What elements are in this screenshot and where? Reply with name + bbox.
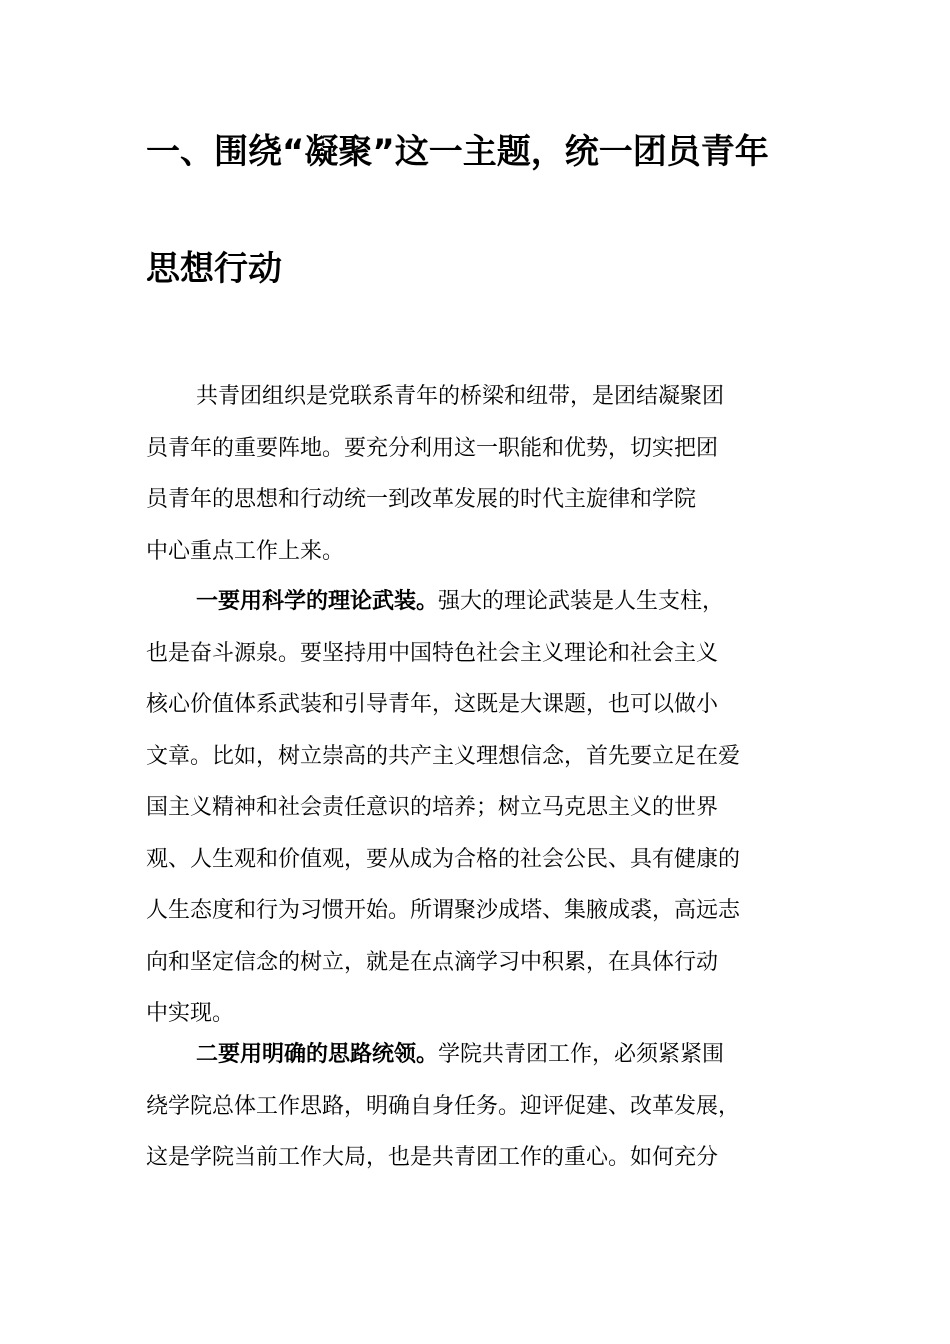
paragraph-guidance [146,1029,826,1184]
paragraph-lead: 一要用科学的理论武装。 [196,589,439,614]
paragraph-first-line [146,576,826,628]
paragraph-theory [146,576,826,1040]
paragraph-first-line [146,1029,826,1081]
paragraph-line: 绕学院总体工作思路，明确自身任务。迎评促建、改革发展， [146,1093,741,1119]
paragraph-line: 核心价值体系武装和引导青年，这既是大课题，也可以做小 [146,692,719,717]
paragraph-line: 中实现。 [146,1001,235,1026]
paragraph-line-text: 学院共青团工作，必须紧紧围 [438,1042,725,1067]
paragraph-line: 文章。比如，树立崇高的共产主义理想信念，首先要立足在爱 [146,743,741,769]
paragraph-line: 国主义精神和社会责任意识的培养；树立马克思主义的世界 [146,795,719,820]
paragraph-line: 中心重点工作上来。 [146,538,345,564]
section-heading-line-1: 一、围绕“凝聚”这一主题，统一团员青年 [146,132,769,172]
paragraph-line: 员青年的思想和行动统一到改革发展的时代主旋律和学院 [146,487,697,512]
paragraph-line: 观、人生观和价值观，要从成为合格的社会公民、具有健康的 [146,846,741,872]
paragraph-line-text: 强大的理论武装是人生支柱， [438,589,725,614]
paragraph-line: 这是学院当前工作大局，也是共青团工作的重心。如何充分 [146,1145,719,1170]
paragraph-intro [146,371,826,577]
paragraph-line: 也是奋斗源泉。要坚持用中国特色社会主义理论和社会主义 [146,640,719,666]
section-heading-line-2: 思想行动 [146,249,282,289]
paragraph-line: 人生态度和行为习惯开始。所谓聚沙成塔、集腋成裘，高远志 [146,898,741,923]
paragraph-line: 向和坚定信念的树立，就是在点滴学习中积累，在具体行动 [146,949,719,975]
paragraph-lead: 二要用明确的思路统领。 [196,1042,439,1067]
paragraph-line: 员青年的重要阵地。要充分利用这一职能和优势，切实把团 [146,435,719,461]
paragraph-line: 共青团组织是党联系青年的桥梁和纽带，是团结凝聚团 [196,384,725,409]
